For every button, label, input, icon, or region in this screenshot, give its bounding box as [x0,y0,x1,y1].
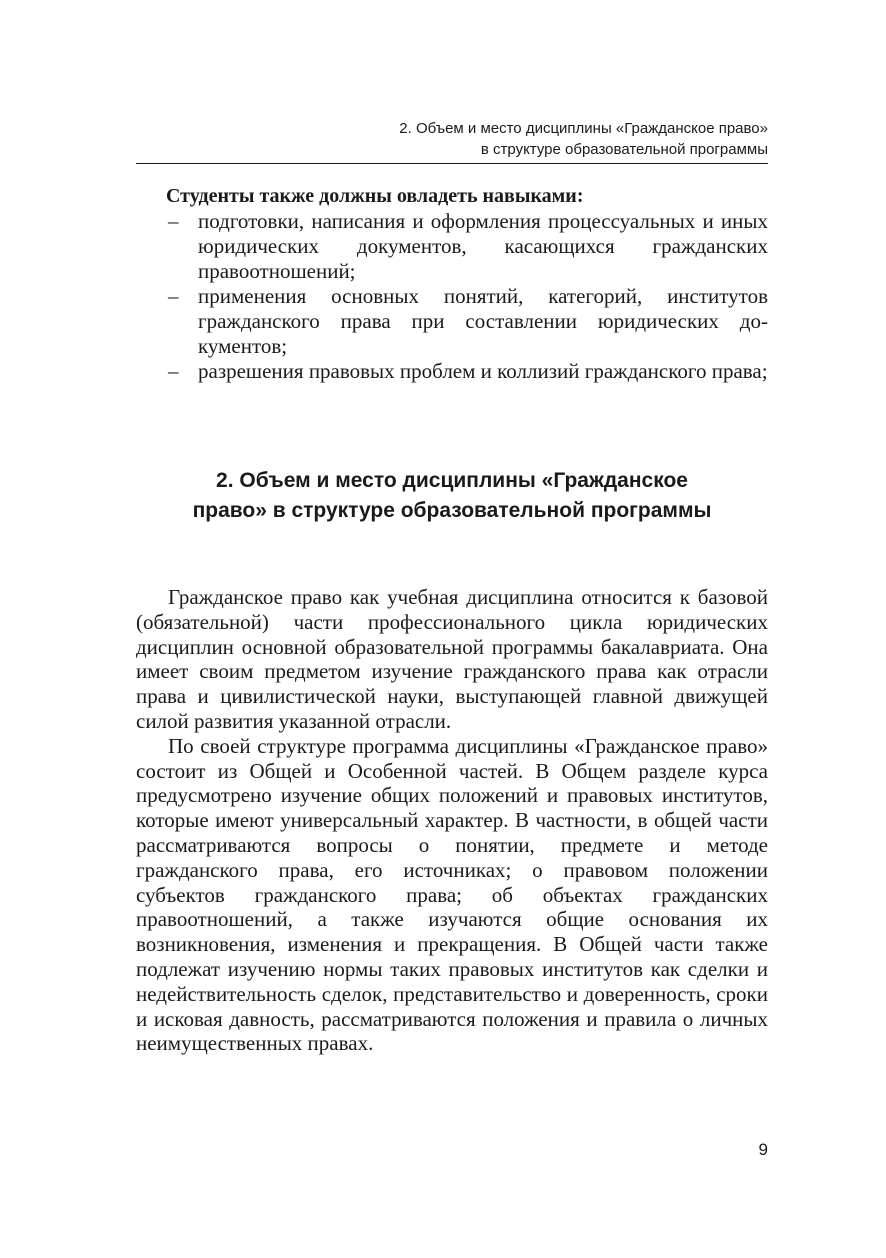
skill-item-text: применения основных понятий, категорий, институтов гражданского права при составлении юридических документов; [198,284,768,358]
skills-intro: Студенты также должны овладеть навыками: [166,185,584,207]
skills-list [136,209,768,384]
running-head-line-1: 2. Объем и место дисциплины «Гражданское право» [399,120,768,137]
body-text [136,585,768,1056]
section-heading-line-2: право» в структуре образовательной программы [192,499,712,522]
list-item [136,359,768,384]
paragraph: По своей структуре программа дисциплины «Гражданское право» состоит из Общей и Особенной частей. В Общем разделе курса предусмотрено изучение общих положений и правовых институтов, которые имеют универсальный характер. В частности, в общей части рассматриваются вопросы о понятии, предмете и методе гражданского права, его источниках; о правовом положении субъектов гражданского права; об объектах гражданских правоотношений, а также изучаются общие основания их возникновения, изменения и прекращения. В Общей части также подлежат изучению нормы таких правовых институтов как сделки и недействительность сделок, представительство и доверенность, сроки и исковая давность, рассматриваются положения и правила о личных неимущественных правах. [136,733,768,1056]
dash-marker: – [168,359,179,383]
skills-block [136,184,768,384]
list-item [136,209,768,284]
running-head [136,118,768,160]
header-divider [136,163,768,164]
dash-marker: – [168,284,179,308]
dash-marker: – [168,209,179,233]
page-number: 9 [758,1140,768,1159]
skill-item-text: разрешения правовых проблем и коллизий гражданского права; [198,359,768,383]
section-heading-line-1: 2. Объем и место дисциплины «Гражданское [216,469,688,492]
list-item [136,284,768,359]
skill-item-text: подготовки, написания и оформления процессуальных и иных юридических документов, касающихся гражданских правоотношений; [198,209,768,283]
paragraph: Гражданское право как учебная дисциплина относится к базовой (обязательной) части профессионального цикла юридических дисциплин основной образовательной программы бакалавриата. Она имеет своим предметом изучение гражданского права как отрасли права и цивилистической науки, выступающей главной движущей силой развития указанной отрасли. [136,585,768,733]
running-head-line-2: в структуре образовательной программы [480,141,768,158]
section-heading [136,466,768,526]
